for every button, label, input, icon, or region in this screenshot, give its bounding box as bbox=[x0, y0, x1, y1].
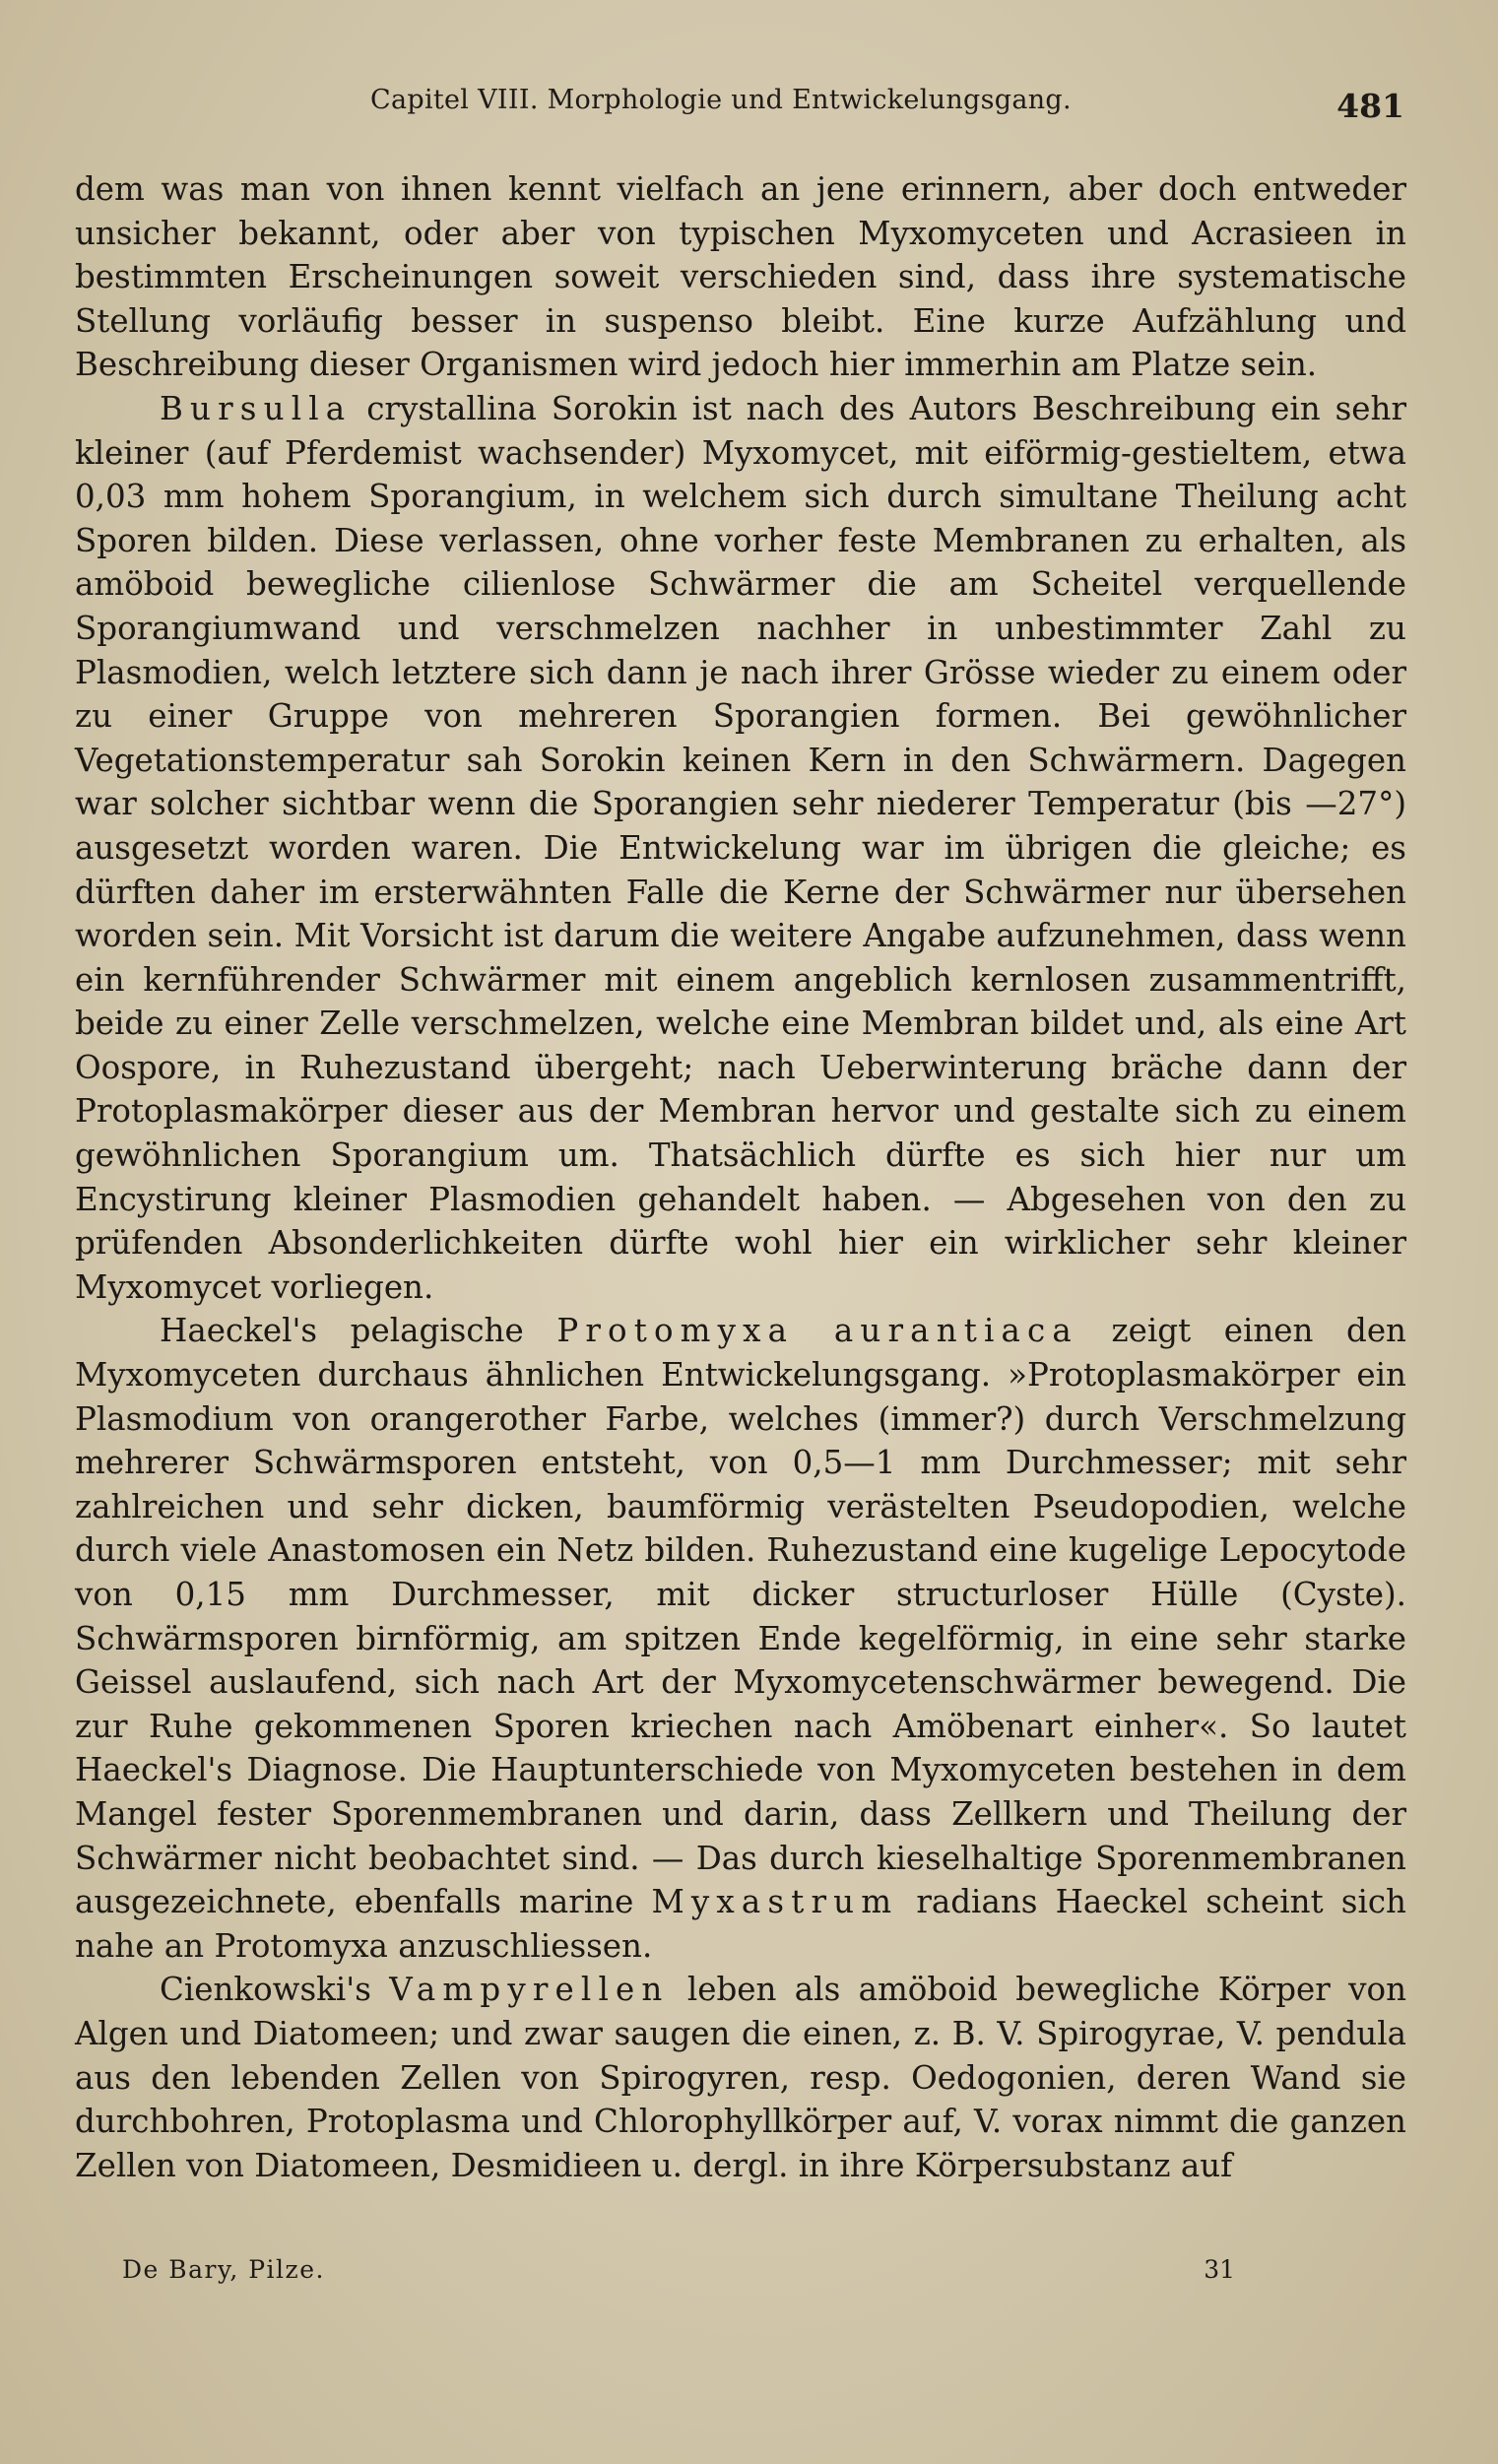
chapter-title: Capitel VIII. Morphologie und Entwickelungsgang. bbox=[370, 85, 1072, 115]
genus-name-protomyxa: Protomyxa aurantiaca bbox=[556, 1312, 1078, 1350]
paragraph-text: dem was man von ihnen kennt vielfach an jene erinnern, aber doch entweder unsicher bekannt, oder aber von typischen Myxomyceten und Acrasieen in bestimmten Erscheinungen soweit verschieden sind, dass ihre systematische Stellung vorläufig besser in suspenso bleibt. Eine kurze Aufzählung und Beschreibung dieser Organismen wird jedoch hier immerhin am Platze sein. bbox=[75, 170, 1406, 384]
paragraph-text: zeigt einen den Myxomyceten durchaus ähnlichen Entwickelungsgang. »Protoplasmakörper ein Plasmodium von orangerother Farbe, welches (immer?) durch Verschmelzung mehrerer Schwärmsporen entsteht, von 0,5—1 mm Durchmesser; mit sehr zahlreichen und sehr dicken, baumförmig verästelten Pseudopodien, welche durch viele Anastomosen ein Netz bilden. Ruhezustand eine kugelige Lepocytode von 0,15 mm Durchmesser, mit dicker structurloser Hülle (Cyste). Schwärmsporen birnförmig, am spitzen Ende kegelförmig, in eine sehr starke Geissel auslaufend, sich nach Art der Myxomycetenschwärmer bewegend. Die zur Ruhe gekommenen Sporen kriechen nach Amöbenart einher«. So lautet Haeckel's Diagnose. Die Hauptunterschiede von Myxomyceten bestehen in dem Mangel fester Sporenmembranen und darin, dass Zellkern und Theilung der Schwärmer nicht beobachtet sind. — Das durch kieselhaltige Sporenmembranen ausgezeichnete, ebenfalls marine bbox=[75, 1312, 1406, 1921]
paragraph-vampyrellen bbox=[75, 1968, 1406, 2187]
genus-name-myxastrum: Myxastrum bbox=[651, 1883, 899, 1921]
paragraph-text-tail: radians Haeckel scheint sich nahe an Protomyxa anzuschliessen. bbox=[75, 1883, 1406, 1965]
paragraph-lead: Haeckel's pelagische bbox=[160, 1312, 557, 1350]
genus-name-bursulla: Bursulla bbox=[160, 389, 353, 427]
paragraph-text: crystallina Sorokin ist nach des Autors Beschreibung ein sehr kleiner (auf Pferdemist wachsender) Myxomycet, mit eiförmig-gestieltem, etwa 0,03 mm hohem Sporangium, in welchem sich durch simultane Theilung acht Sporen bilden. Diese verlassen, ohne vorher feste Membranen zu erhalten, als amöboid bewegliche cilienlose Schwärmer die am Scheitel verquellende Sporangiumwand und verschmelzen nachher in unbestimmter Zahl zu Plasmodien, welch letztere sich dann je nach ihrer Grösse wieder zu einem oder zu einer Gruppe von mehreren Sporangien formen. Bei gewöhnlicher Vegetationstemperatur sah Sorokin keinen Kern in den Schwärmern. Dagegen war solcher sichtbar wenn die Sporangien sehr niederer Temperatur (bis —27°) ausgesetzt worden waren. Die Entwickelung war im übrigen die gleiche; es dürften daher im ersterwähnten Falle die Kerne der Schwärmer nur übersehen worden sein. Mit Vorsicht ist darum die weitere Angabe aufzunehmen, dass wenn ein kernführender Schwärmer mit einem angeblich kernlosen zusammentrifft, beide zu einer Zelle verschmelzen, welche eine Membran bildet und, als eine Art Oospore, in Ruhezustand übergeht; nach Ueberwinterung bräche dann der Protoplasmakörper dieser aus der Membran hervor und gestalte sich zu einem gewöhnlichen Sporangium um. Thatsächlich dürfte es sich hier nur um Encystirung kleiner Plasmodien gehandelt haben. — Abgesehen von den zu prüfenden Absonderlichkeiten dürfte wohl hier ein wirklicher sehr kleiner Myxomycet vorliegen. bbox=[75, 389, 1406, 1306]
paragraph-protomyxa bbox=[75, 1309, 1406, 1968]
genus-name-vampyrellen: Vampyrellen bbox=[389, 1971, 670, 2009]
running-header bbox=[75, 85, 1404, 134]
paragraph-text: leben als amöboid bewegliche Körper von Algen und Diatomeen; und zwar saugen die einen, z. B. V. Spirogyrae, V. pendula aus den lebenden Zellen von Spirogyren, resp. Oedogonien, deren Wand sie durchbohren, Protoplasma und Chlorophyllkörper auf, V. vorax nimmt die ganzen Zellen von Diatomeen, Desmidieen u. dergl. in ihre Körpersubstanz auf bbox=[75, 1971, 1406, 2184]
body-text bbox=[75, 167, 1406, 2187]
sheet-number: 31 bbox=[1204, 2255, 1235, 2284]
footer-signature: De Bary, Pilze. bbox=[122, 2255, 325, 2284]
paragraph-continuation bbox=[75, 167, 1406, 387]
paragraph-lead: Cienkowski's bbox=[160, 1971, 390, 2009]
paragraph-bursulla bbox=[75, 387, 1406, 1309]
page-footer bbox=[122, 2255, 1235, 2295]
page-number: 481 bbox=[1336, 87, 1404, 125]
